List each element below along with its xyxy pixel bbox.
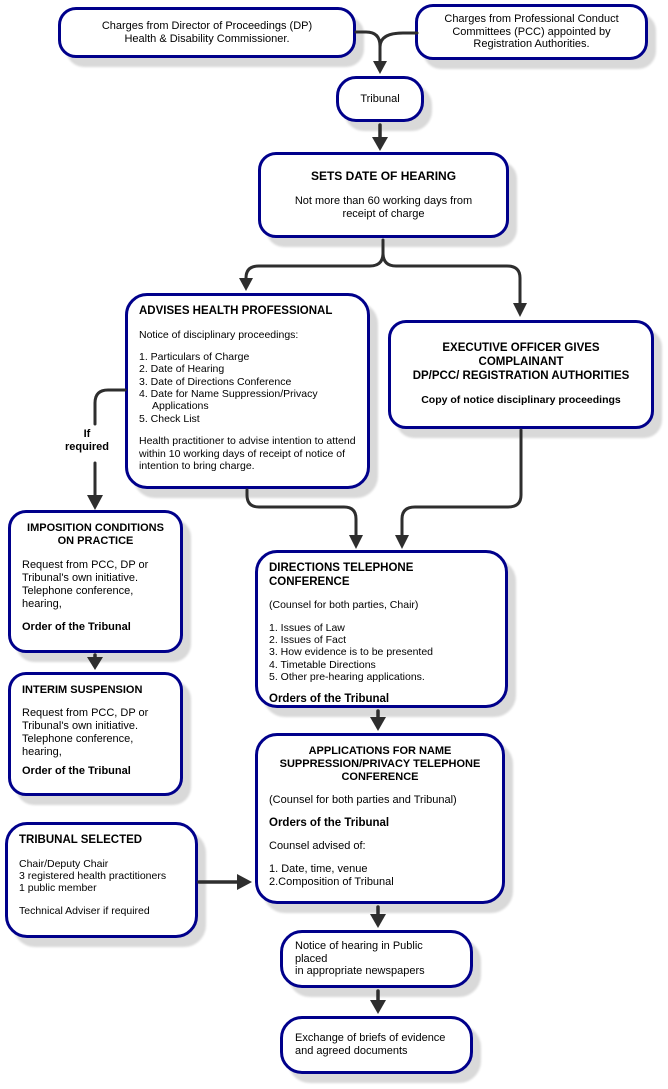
imposition-title-line-1: IMPOSITION CONDITIONS bbox=[27, 522, 164, 534]
advises-item-5: 5. Check List bbox=[139, 412, 200, 425]
imposition-title-line-2: ON PRACTICE bbox=[57, 534, 134, 547]
tribunal-selected-footer: Technical Adviser if required bbox=[19, 904, 150, 917]
arrowhead-into-advises bbox=[239, 278, 253, 291]
tribunal-selected-title: TRIBUNAL SELECTED bbox=[19, 834, 143, 846]
directions-item-3: 3. How evidence is to be presented bbox=[269, 646, 434, 659]
arrowhead-into-exchange bbox=[370, 1000, 386, 1014]
charges-dp-line-2: Health & Disability Commissioner. bbox=[124, 32, 290, 45]
notice-hearing-line-1: Notice of hearing in Public placed bbox=[295, 939, 423, 965]
connector-dp-to-tribunal bbox=[356, 32, 380, 62]
exchange-line-1: Exchange of briefs of evidence bbox=[295, 1032, 446, 1045]
if-required-label bbox=[58, 428, 116, 454]
tribunal-selected-line-1: Chair/Deputy Chair bbox=[19, 857, 109, 870]
executive-body: Copy of notice disciplinary proceedings bbox=[421, 394, 621, 407]
arrowhead-into-tribunal bbox=[373, 61, 387, 74]
applications-advised: Counsel advised of: bbox=[269, 840, 366, 853]
charges-pcc-line-3: Registration Authorities. bbox=[473, 38, 590, 51]
sets-date-body-line-1: Not more than 60 working days from bbox=[294, 194, 473, 207]
node-interim bbox=[8, 672, 183, 796]
arrowhead-into-directions-right bbox=[395, 535, 409, 549]
charges-pcc-line-1: Charges from Professional Conduct bbox=[444, 12, 619, 25]
tribunal-label: Tribunal bbox=[360, 92, 400, 105]
interim-title: INTERIM SUSPENSION bbox=[22, 684, 143, 696]
node-charges-dp bbox=[58, 7, 356, 58]
arrowhead-into-interim bbox=[87, 657, 103, 670]
applications-title-line-1: APPLICATIONS FOR NAME bbox=[308, 745, 452, 757]
notice-hearing-line-2: in appropriate newspapers bbox=[295, 965, 425, 978]
arrowhead-into-imposition bbox=[87, 495, 103, 510]
directions-item-1: 1. Issues of Law bbox=[269, 621, 345, 634]
executive-title-line-1: EXECUTIVE OFFICER GIVES COMPLAINANT bbox=[442, 342, 600, 369]
arrowhead-into-notice bbox=[370, 914, 386, 928]
connector-setsdate-to-advises bbox=[246, 240, 383, 279]
node-applications bbox=[255, 733, 505, 904]
connector-executive-to-directions bbox=[402, 430, 521, 536]
node-charges-pcc bbox=[415, 4, 648, 60]
node-exchange bbox=[280, 1016, 473, 1074]
advises-item-1: 1. Particulars of Charge bbox=[139, 350, 250, 363]
advises-item-2: 2. Date of Hearing bbox=[139, 363, 225, 376]
node-imposition bbox=[8, 510, 183, 653]
connector-advises-to-directions bbox=[247, 490, 356, 536]
exchange-line-2: and agreed documents bbox=[295, 1045, 408, 1057]
node-advises bbox=[125, 293, 370, 489]
connector-pcc-to-tribunal bbox=[380, 33, 417, 47]
directions-item-5: 5. Other pre-hearing applications. bbox=[269, 671, 425, 683]
arrowhead-into-setsdate bbox=[372, 137, 388, 151]
arrowhead-into-executive bbox=[513, 303, 527, 317]
advises-intro: Notice of disciplinary proceedings: bbox=[139, 328, 299, 341]
applications-order: Orders of the Tribunal bbox=[269, 816, 390, 829]
arrowhead-into-applications-left bbox=[237, 874, 252, 890]
arrowhead-into-applications bbox=[370, 717, 386, 731]
applications-title-line-2: SUPPRESSION/PRIVACY TELEPHONE bbox=[279, 757, 481, 770]
advises-item-3: 3. Date of Directions Conference bbox=[139, 375, 292, 388]
advises-footer: Health practitioner to advise intention to attend within 10 working days of receipt of notice of intention to bring charge. bbox=[139, 435, 356, 472]
directions-order: Orders of the Tribunal bbox=[269, 693, 390, 706]
if-required-line-1: If bbox=[83, 428, 91, 440]
tribunal-selected-line-2: 3 registered health practitioners bbox=[19, 869, 167, 882]
node-executive bbox=[388, 320, 654, 429]
sets-date-body-line-2: receipt of charge bbox=[342, 207, 425, 220]
if-required-line-2: required bbox=[64, 440, 109, 453]
directions-subtitle: (Counsel for both parties, Chair) bbox=[269, 599, 419, 612]
applications-subtitle: (Counsel for both parties and Tribunal) bbox=[269, 793, 457, 806]
node-notice-hearing bbox=[280, 930, 473, 988]
directions-item-4: 4. Timetable Directions bbox=[269, 658, 376, 671]
interim-body: Request from PCC, DP or Tribunal's own initiative. Telephone conference, hearing, bbox=[22, 706, 149, 758]
node-tribunal-selected bbox=[5, 822, 198, 938]
node-tribunal bbox=[336, 76, 424, 122]
arrowhead-into-directions-left bbox=[349, 535, 363, 549]
imposition-order: Order of the Tribunal bbox=[22, 620, 131, 633]
imposition-body: Request from PCC, DP or Tribunal's own initiative. Telephone conference, hearing, bbox=[22, 558, 149, 610]
directions-title: DIRECTIONS TELEPHONE CONFERENCE bbox=[269, 562, 414, 588]
applications-item-2: 2.Composition of Tribunal bbox=[269, 876, 394, 889]
interim-order: Order of the Tribunal bbox=[22, 764, 131, 777]
charges-pcc-line-2: Committees (PCC) appointed by bbox=[452, 25, 611, 38]
charges-dp-line-1: Charges from Director of Proceedings (DP) bbox=[101, 19, 313, 32]
sets-date-title: SETS DATE OF HEARING bbox=[310, 169, 457, 184]
tribunal-selected-line-3: 1 public member bbox=[19, 882, 97, 895]
advises-item-4: 4. Date for Name Suppression/Privacy Applications bbox=[139, 388, 318, 413]
node-directions bbox=[255, 550, 508, 708]
advises-title: ADVISES HEALTH PROFESSIONAL bbox=[139, 305, 333, 317]
connector-advises-to-imposition-upper bbox=[95, 390, 125, 424]
executive-title-line-2: DP/PCC/ REGISTRATION AUTHORITIES bbox=[412, 369, 630, 382]
node-sets-date bbox=[258, 152, 509, 238]
directions-item-2: 2. Issues of Fact bbox=[269, 633, 347, 646]
applications-item-1: 1. Date, time, venue bbox=[269, 863, 368, 876]
applications-title-line-3: CONFERENCE bbox=[341, 770, 419, 783]
connector-setsdate-to-executive bbox=[383, 253, 520, 304]
